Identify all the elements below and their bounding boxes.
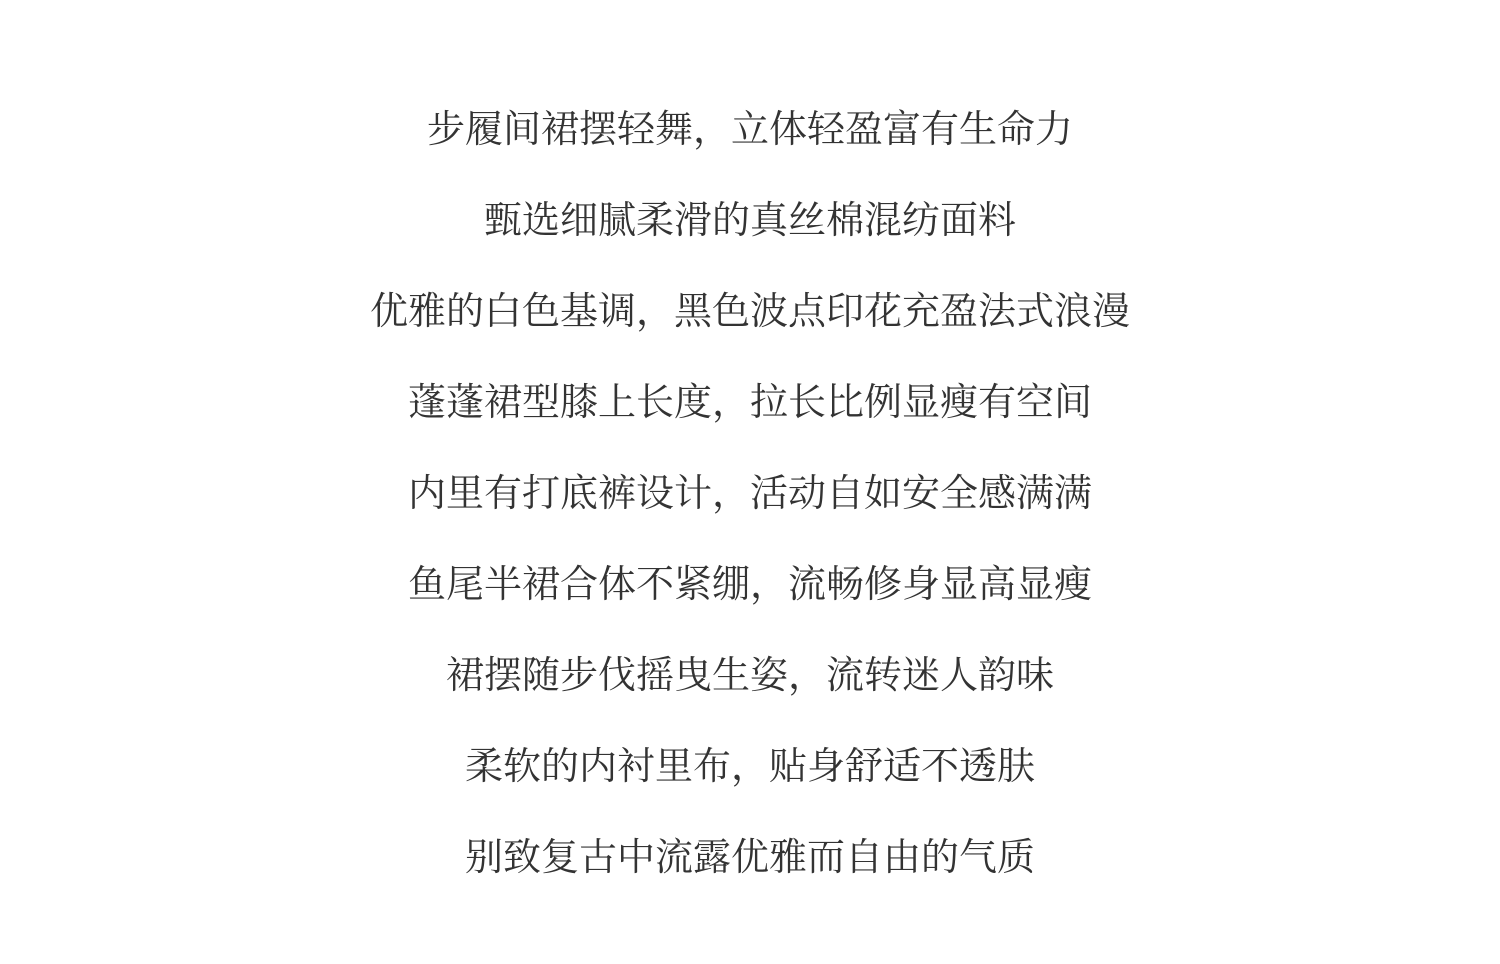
description-line-4: 蓬蓬裙型膝上长度，拉长比例显瘦有空间 [407, 380, 1092, 424]
description-line-6: 鱼尾半裙合体不紧绷，流畅修身显高显瘦 [407, 562, 1092, 606]
description-line-7: 裙摆随步伐摇曳生姿，流转迷人韵味 [445, 653, 1054, 697]
description-line-8: 柔软的内衬里布，贴身舒适不透肤 [464, 744, 1035, 788]
description-line-1: 步履间裙摆轻舞，立体轻盈富有生命力 [426, 107, 1073, 151]
description-line-5: 内里有打底裤设计，活动自如安全感满满 [407, 471, 1092, 515]
description-line-3: 优雅的白色基调，黑色波点印花充盈法式浪漫 [369, 289, 1130, 333]
product-description [0, 84, 1500, 903]
description-line-9: 别致复古中流露优雅而自由的气质 [464, 835, 1035, 879]
description-line-2: 甄选细腻柔滑的真丝棉混纺面料 [483, 198, 1016, 242]
